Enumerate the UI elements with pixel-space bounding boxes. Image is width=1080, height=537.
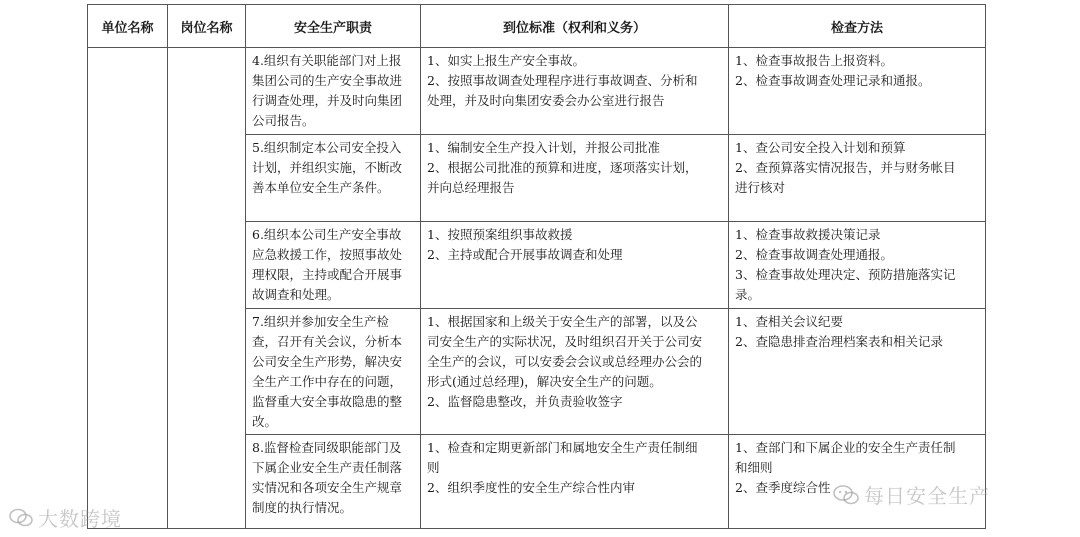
duty-line: 集团公司的生产安全事故进 <box>252 73 403 88</box>
duty-line: 全生产工作中存在的问题， <box>252 374 403 389</box>
header-check-method: 检查方法 <box>729 5 986 48</box>
duty-cell <box>246 435 421 529</box>
duty-line: 5.组织制定本公司安全投入 <box>252 140 402 155</box>
standard-line: 1、按照预案组织事故救援 <box>427 227 573 242</box>
standard-line: 2、根据公司批准的预算和进度，逐项落实计划， <box>427 160 698 175</box>
method-line: 2、查隐患排查治理档案表和相关记录 <box>735 334 943 349</box>
method-cell <box>729 48 986 135</box>
standard-cell <box>421 222 729 309</box>
method-line: 1、检查事故救援决策记录 <box>735 227 881 242</box>
duty-line: 查，召开有关会议，分析本 <box>252 334 403 349</box>
standard-line: 全生产的会议，可以安委会会议或总经理办公会的 <box>427 354 703 369</box>
duty-line: 下属企业安全生产责任制落 <box>252 460 403 475</box>
standard-line: 2、监督隐患整改，并负责验收签字 <box>427 394 623 409</box>
standard-line: 处理，并及时向集团安委会办公室进行报告 <box>427 93 665 108</box>
duty-line: 公司安全生产形势，解决安 <box>252 354 403 369</box>
duty-line: 4.组织有关职能部门对上报 <box>252 53 402 68</box>
header-post-name: 岗位名称 <box>168 5 246 48</box>
method-line: 2、查季度综合性 <box>735 480 831 495</box>
method-line: 和细则 <box>735 460 773 475</box>
method-line: 2、检查事故调查处理记录和通报。 <box>735 73 931 88</box>
watermark-right-text: 每日安全生产 <box>864 484 990 508</box>
chat-bubble-icon <box>8 507 34 534</box>
standard-line: 1、如实上报生产安全事故。 <box>427 53 585 68</box>
method-cell <box>729 309 986 435</box>
standard-line: 司安全生产的实际状况，及时组织召开关于公司安 <box>427 334 703 349</box>
duty-line: 善本单位安全生产条件。 <box>252 180 390 195</box>
table-header-row <box>88 5 986 48</box>
standard-cell <box>421 135 729 222</box>
method-line: 3、检查事故处理决定、预防措施落实记 <box>735 267 956 282</box>
duty-cell <box>246 48 421 135</box>
standard-line: 1、检查和定期更新部门和属地安全生产责任制细 <box>427 440 698 455</box>
duty-line: 理权限，主持或配合开展事 <box>252 267 403 282</box>
safety-duty-table <box>87 4 986 529</box>
header-standard: 到位标准（权利和义务） <box>421 5 729 48</box>
method-line: 1、检查事故报告上报资料。 <box>735 53 893 68</box>
duty-line: 6.组织本公司生产安全事故 <box>252 227 402 242</box>
standard-line: 1、根据国家和上级关于安全生产的部署，以及公 <box>427 314 698 329</box>
method-line: 进行核对 <box>735 180 786 195</box>
standard-cell <box>421 435 729 529</box>
watermark-left-text: 大数跨境 <box>38 507 122 531</box>
standard-line: 2、组织季度性的安全生产综合性内审 <box>427 480 635 495</box>
table-row <box>88 48 986 135</box>
method-line: 1、查公司安全投入计划和预算 <box>735 140 906 155</box>
standard-line: 1、编制安全生产投入计划，并报公司批准 <box>427 140 660 155</box>
duty-line: 7.组织并参加安全生产检 <box>252 314 389 329</box>
method-line: 2、查预算落实情况报告，并与财务帐目 <box>735 160 956 175</box>
duty-cell <box>246 135 421 222</box>
duty-line: 应急救援工作，按照事故处 <box>252 247 403 262</box>
duty-line: 制度的执行情况。 <box>252 500 353 515</box>
standard-line: 则 <box>427 460 440 475</box>
post-name-cell <box>168 48 246 529</box>
method-line: 2、检查事故调查处理通报。 <box>735 247 893 262</box>
method-cell <box>729 222 986 309</box>
duty-cell <box>246 309 421 435</box>
method-line: 1、查相关会议纪要 <box>735 314 843 329</box>
header-unit-name: 单位名称 <box>88 5 168 48</box>
duty-line: 行调查处理，并及时向集团 <box>252 93 403 108</box>
method-cell <box>729 435 986 529</box>
standard-cell <box>421 309 729 435</box>
duty-line: 公司报告。 <box>252 113 315 128</box>
duty-line: 监督重大安全事故隐患的整 <box>252 394 403 409</box>
method-line: 录。 <box>735 287 761 302</box>
duty-line: 改。 <box>252 414 278 429</box>
standard-line: 2、主持或配合开展事故调查和处理 <box>427 247 623 262</box>
method-line: 1、查部门和下属企业的安全生产责任制 <box>735 440 956 455</box>
duty-line: 实情况和各项安全生产规章 <box>252 480 403 495</box>
standard-cell <box>421 48 729 135</box>
unit-name-cell <box>88 48 168 529</box>
standard-line: 形式(通过总经理)，解决安全生产的问题。 <box>427 374 662 389</box>
method-cell <box>729 135 986 222</box>
header-safety-duty: 安全生产职责 <box>246 5 421 48</box>
standard-line: 并向总经理报告 <box>427 180 515 195</box>
duty-line: 计划，并组织实施，不断改 <box>252 160 403 175</box>
duty-line: 8.监督检查同级职能部门及 <box>252 440 402 455</box>
standard-line: 2、按照事故调查处理程序进行事故调查、分析和 <box>427 73 698 88</box>
duty-cell <box>246 222 421 309</box>
duty-line: 故调查和处理。 <box>252 287 340 302</box>
